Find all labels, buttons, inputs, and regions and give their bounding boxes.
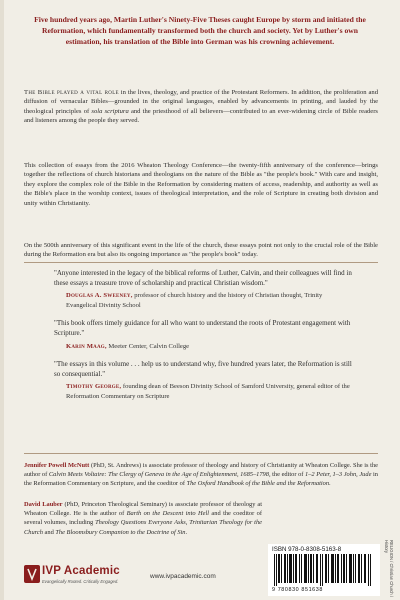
book-title: The Oxford Handbook of the Bible and the Reformation (186, 480, 330, 488)
endorser-name: Douglas A. Sweeney, (66, 292, 133, 300)
endorsements (54, 268, 354, 409)
publisher-website: www.ivpacademic.com (150, 573, 216, 580)
book-title: Theology Questions Everyone Asks (95, 519, 186, 527)
endorsement-quote: "This book offers timely guidance for all who want to understand the roots of Protestant engagement with Scripture." (54, 319, 351, 338)
book-title: Calvin Meets Voltaire: The Clergy of Geneva in the Age of Enlightenment, 1685–1798 (48, 471, 269, 479)
description-italic: sola scriptura (91, 107, 129, 115)
endorsement-quote: "The essays in this volume . . . help us to understand why, five hundred years later, the Reformation is still so consequential." (54, 360, 352, 379)
book-title: 1–2 Peter, 1–3 John, Jude (305, 471, 372, 479)
author-name: David Lauber (24, 501, 63, 508)
author-bio-lauber (24, 500, 262, 537)
bio-text: (PhD, Princeton Theological Seminary) is associate professor of theology at Wheaton College. He is the author of (24, 501, 262, 518)
description-paragraph-3: On the 500th anniversary of this significant event in the life of the church, these essays point not only to the crucial role of the Bible during the Reformation era but also its ongoing importance as "the people's book" today. (24, 242, 378, 259)
divider-bottom (24, 453, 378, 454)
endorser-name: Karin Maag, (66, 342, 107, 350)
description-text: and the priesthood of all believers—contributed to an ever-widening circle of Bible readers and listeners among the people they served. (24, 107, 378, 125)
book-title: Trinitarian Theology for the Church (24, 519, 262, 536)
description-paragraph-2: This collection of essays from the 2016 Wheaton Theology Conference—the twenty-fifth anniversary of the conference—brings together the reflections of church historians and theologians on the nature of the Bible as "the people's book." With care and insight, they explore the complex role of the Bible in the Reformation by considering matters of access, readership, and authority as well as the Bible's place in the worship context, issues of theological interpretation, and the role of Scripture in creating both division and unity within Christianity. (24, 162, 378, 207)
publisher-name: IVP Academic (42, 565, 120, 577)
divider-top (24, 262, 378, 263)
bio-text: and (42, 528, 56, 536)
isbn-barcode (268, 544, 380, 596)
publisher-tagline: Evangelically Rooted. Critically Engaged. (42, 579, 119, 584)
endorser-name: Timothy George, (66, 383, 122, 391)
description-text: in the lives, theology, and practice of the Protestant Reformers. In addition, the proliferation and diffusion of vernacular Bibles—grounded in the original languages, enabled by advancements in printing, and lauded by the theological principles of (24, 89, 378, 115)
endorsement-attribution (54, 291, 354, 310)
bio-text: (PhD, St. Andrews) is associate professor of theology and history of Christianity at Wheaton College. She is the author of (24, 462, 378, 479)
endorser-title: Meeter Center, Calvin College (106, 342, 190, 350)
bio-text: , the editor of (268, 471, 306, 479)
bio-text: , (185, 519, 190, 527)
ivp-logo-icon (24, 565, 40, 583)
author-name: Jennifer Powell McNutt (24, 462, 90, 469)
barcode-digits: 9 780830 851638 (272, 587, 323, 593)
bio-text: and the coeditor of several volumes, including (24, 510, 262, 527)
description-paragraph-1 (24, 88, 378, 126)
lead-blurb: Five hundred years ago, Martin Luther's Ninety-Five Theses caught Europe by storm and initiated the Reformation, which fundamentally transformed both the church and society. Yet by Luther's own estimation, his translation of the Bible into German was his crowning achievement. (34, 15, 366, 46)
book-title: Barth on the Descent into Hell (126, 510, 210, 518)
endorsement-attribution (54, 342, 354, 351)
bio-text: in the Reformation Commentary on Scripture, and the coeditor of (24, 471, 378, 488)
isbn-number: ISBN 978-0-8308-5163-8 (272, 546, 342, 553)
category-label: RELIGION / Christian Church / History (384, 540, 394, 598)
endorser-title: founding dean of Beeson Divinity School of Samford University, general editor of the Reformation Commentary on Scripture (66, 383, 350, 400)
bio-text: . (185, 528, 188, 536)
endorsement-attribution (54, 382, 354, 401)
author-bio-mcnutt (24, 461, 378, 489)
endorser-title: professor of church history and the history of Christian thought, Trinity Evangelical Divinity School (66, 292, 323, 309)
endorsement-quote: "Anyone interested in the legacy of the biblical reforms of Luther, Calvin, and their colleagues will find in these essays a treasure trove of scholarship and practical Christian wisdom." (54, 269, 352, 288)
spine-edge (0, 0, 4, 600)
barcode-icon (274, 554, 374, 586)
book-title: The Bloomsbury Companion to the Doctrine of Sin (55, 528, 186, 536)
bio-text: . (329, 480, 331, 488)
description-small-caps-lead: The Bible played a vital role (24, 89, 119, 96)
